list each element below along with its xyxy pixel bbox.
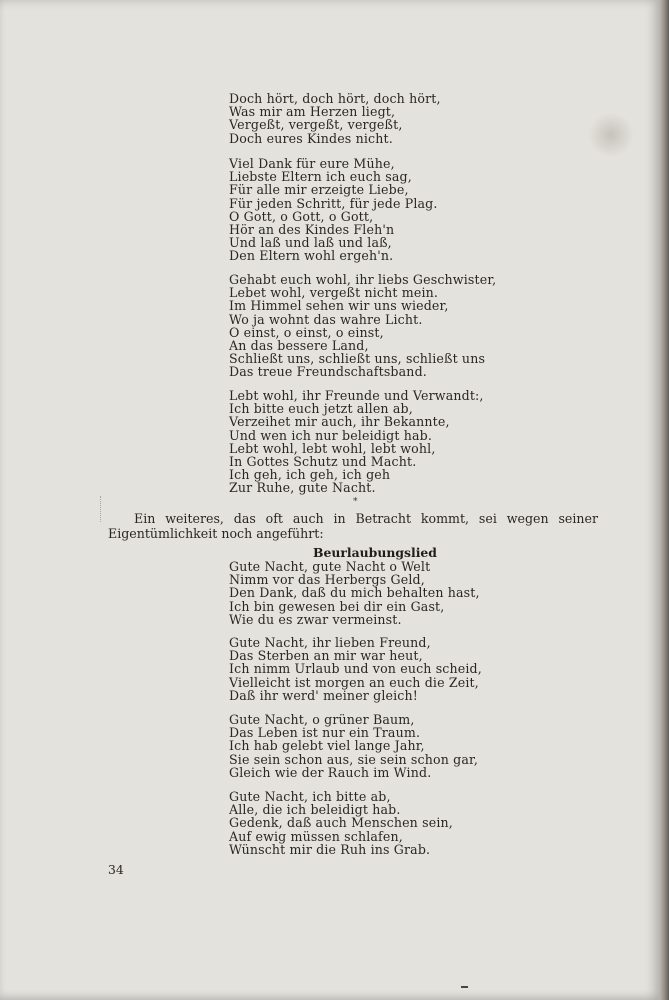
verse-line: Ich hab gelebt viel lange Jahr, bbox=[229, 738, 425, 754]
verse-line: Sie sein schon aus, sie sein schon gar, bbox=[229, 751, 478, 767]
verse-line: Vielleicht ist morgen an euch die Zeit, bbox=[229, 674, 479, 690]
verse-line: O einst, o einst, o einst, bbox=[229, 324, 384, 340]
song-title: Beurlaubungslied bbox=[313, 545, 437, 560]
verse-line: Ich bin gewesen bei dir ein Gast, bbox=[229, 598, 445, 614]
verse-line: Alle, die ich beleidigt hab. bbox=[229, 802, 401, 818]
verse-line: Liebste Eltern ich euch sag, bbox=[229, 169, 412, 185]
verse-line: Das Leben ist nur ein Traum. bbox=[229, 725, 421, 741]
verse-line: Lebet wohl, vergeßt nicht mein. bbox=[229, 285, 439, 301]
margin-pencil-marks bbox=[100, 496, 107, 522]
verse-line: Gedenk, daß auch Menschen sein, bbox=[229, 815, 453, 831]
verse-line: Zur Ruhe, gute Nacht. bbox=[229, 480, 376, 496]
verse-line: Lebt wohl, lebt wohl, lebt wohl, bbox=[229, 440, 436, 456]
verse-line: Verzeihet mir auch, ihr Bekannte, bbox=[229, 414, 450, 430]
verse-line: Was mir am Herzen liegt, bbox=[229, 104, 396, 120]
verse-line: An das bessere Land, bbox=[229, 338, 369, 354]
page-edge bbox=[660, 0, 669, 1000]
verse-line: Auf ewig müssen schlafen, bbox=[229, 828, 403, 844]
stanza-3 bbox=[229, 273, 496, 379]
verse-line: Das treue Freundschaftsband. bbox=[229, 364, 427, 380]
song-stanza-1 bbox=[229, 560, 480, 626]
verse-line: Doch eures Kindes nicht. bbox=[229, 130, 393, 146]
verse-line: Ich geh, ich geh, ich geh bbox=[229, 467, 391, 483]
verse-line: Für alle mir erzeigte Liebe, bbox=[229, 182, 409, 198]
verse-line: Und laß und laß und laß, bbox=[229, 235, 392, 251]
verse-line: Lebt wohl, ihr Freunde und Verwandt:, bbox=[229, 388, 484, 403]
verse-line: Vergeßt, vergeßt, vergeßt, bbox=[229, 117, 403, 133]
print-mark bbox=[461, 986, 468, 988]
section-separator: * bbox=[353, 497, 358, 507]
verse-line: Nimm vor das Herbergs Geld, bbox=[229, 572, 425, 588]
stanza-1 bbox=[229, 92, 441, 145]
verse-line: Daß ihr werd' meiner gleich! bbox=[229, 687, 418, 703]
verse-line: Wo ja wohnt das wahre Licht. bbox=[229, 311, 423, 327]
verse-line: Viel Dank für eure Mühe, bbox=[229, 156, 395, 171]
song-stanza-2 bbox=[229, 636, 482, 702]
verse-line: Gute Nacht, ihr lieben Freund, bbox=[229, 635, 431, 650]
verse-line: Und wen ich nur beleidigt hab. bbox=[229, 427, 432, 443]
intro-paragraph bbox=[108, 511, 598, 541]
verse-line: O Gott, o Gott, o Gott, bbox=[229, 208, 374, 224]
song-stanza-4 bbox=[229, 790, 453, 856]
page-number: 34 bbox=[108, 862, 124, 877]
verse-line: In Gottes Schutz und Macht. bbox=[229, 454, 417, 470]
verse-line: Den Dank, daß du mich behalten hast, bbox=[229, 585, 480, 601]
verse-line: Den Eltern wohl ergeh'n. bbox=[229, 248, 394, 264]
verse-line: Hör an des Kindes Fleh'n bbox=[229, 222, 395, 238]
stanza-2 bbox=[229, 157, 438, 263]
verse-line: Wie du es zwar vermeinst. bbox=[229, 611, 402, 627]
verse-line: Für jeden Schritt, für jede Plag. bbox=[229, 195, 438, 211]
song-stanza-3 bbox=[229, 713, 478, 779]
verse-line: Ich bitte euch jetzt allen ab, bbox=[229, 401, 413, 417]
verse-line: Im Himmel sehen wir uns wieder, bbox=[229, 298, 449, 314]
verse-line: Ich nimm Urlaub und von euch scheid, bbox=[229, 661, 482, 677]
intro-text: Ein weiteres, das oft auch in Betracht kommt, sei wegen seiner Eigentümlichkeit noch angeführt: bbox=[108, 511, 598, 541]
verse-line: Gehabt euch wohl, ihr liebs Geschwister, bbox=[229, 272, 497, 287]
verse-line: Gute Nacht, o grüner Baum, bbox=[229, 712, 415, 727]
verse-line: Das Sterben an mir war heut, bbox=[229, 648, 423, 664]
verse-line: Wünscht mir die Ruh ins Grab. bbox=[229, 841, 431, 857]
paper-stain bbox=[588, 112, 634, 158]
verse-line: Gute Nacht, ich bitte ab, bbox=[229, 789, 391, 804]
verse-line: Schließt uns, schließt uns, schließt uns bbox=[229, 351, 486, 367]
verse-line: Doch hört, doch hört, doch hört, bbox=[229, 91, 441, 106]
stanza-4 bbox=[229, 389, 484, 495]
verse-line: Gleich wie der Rauch im Wind. bbox=[229, 764, 432, 780]
verse-line: Gute Nacht, gute Nacht o Welt bbox=[229, 559, 431, 574]
